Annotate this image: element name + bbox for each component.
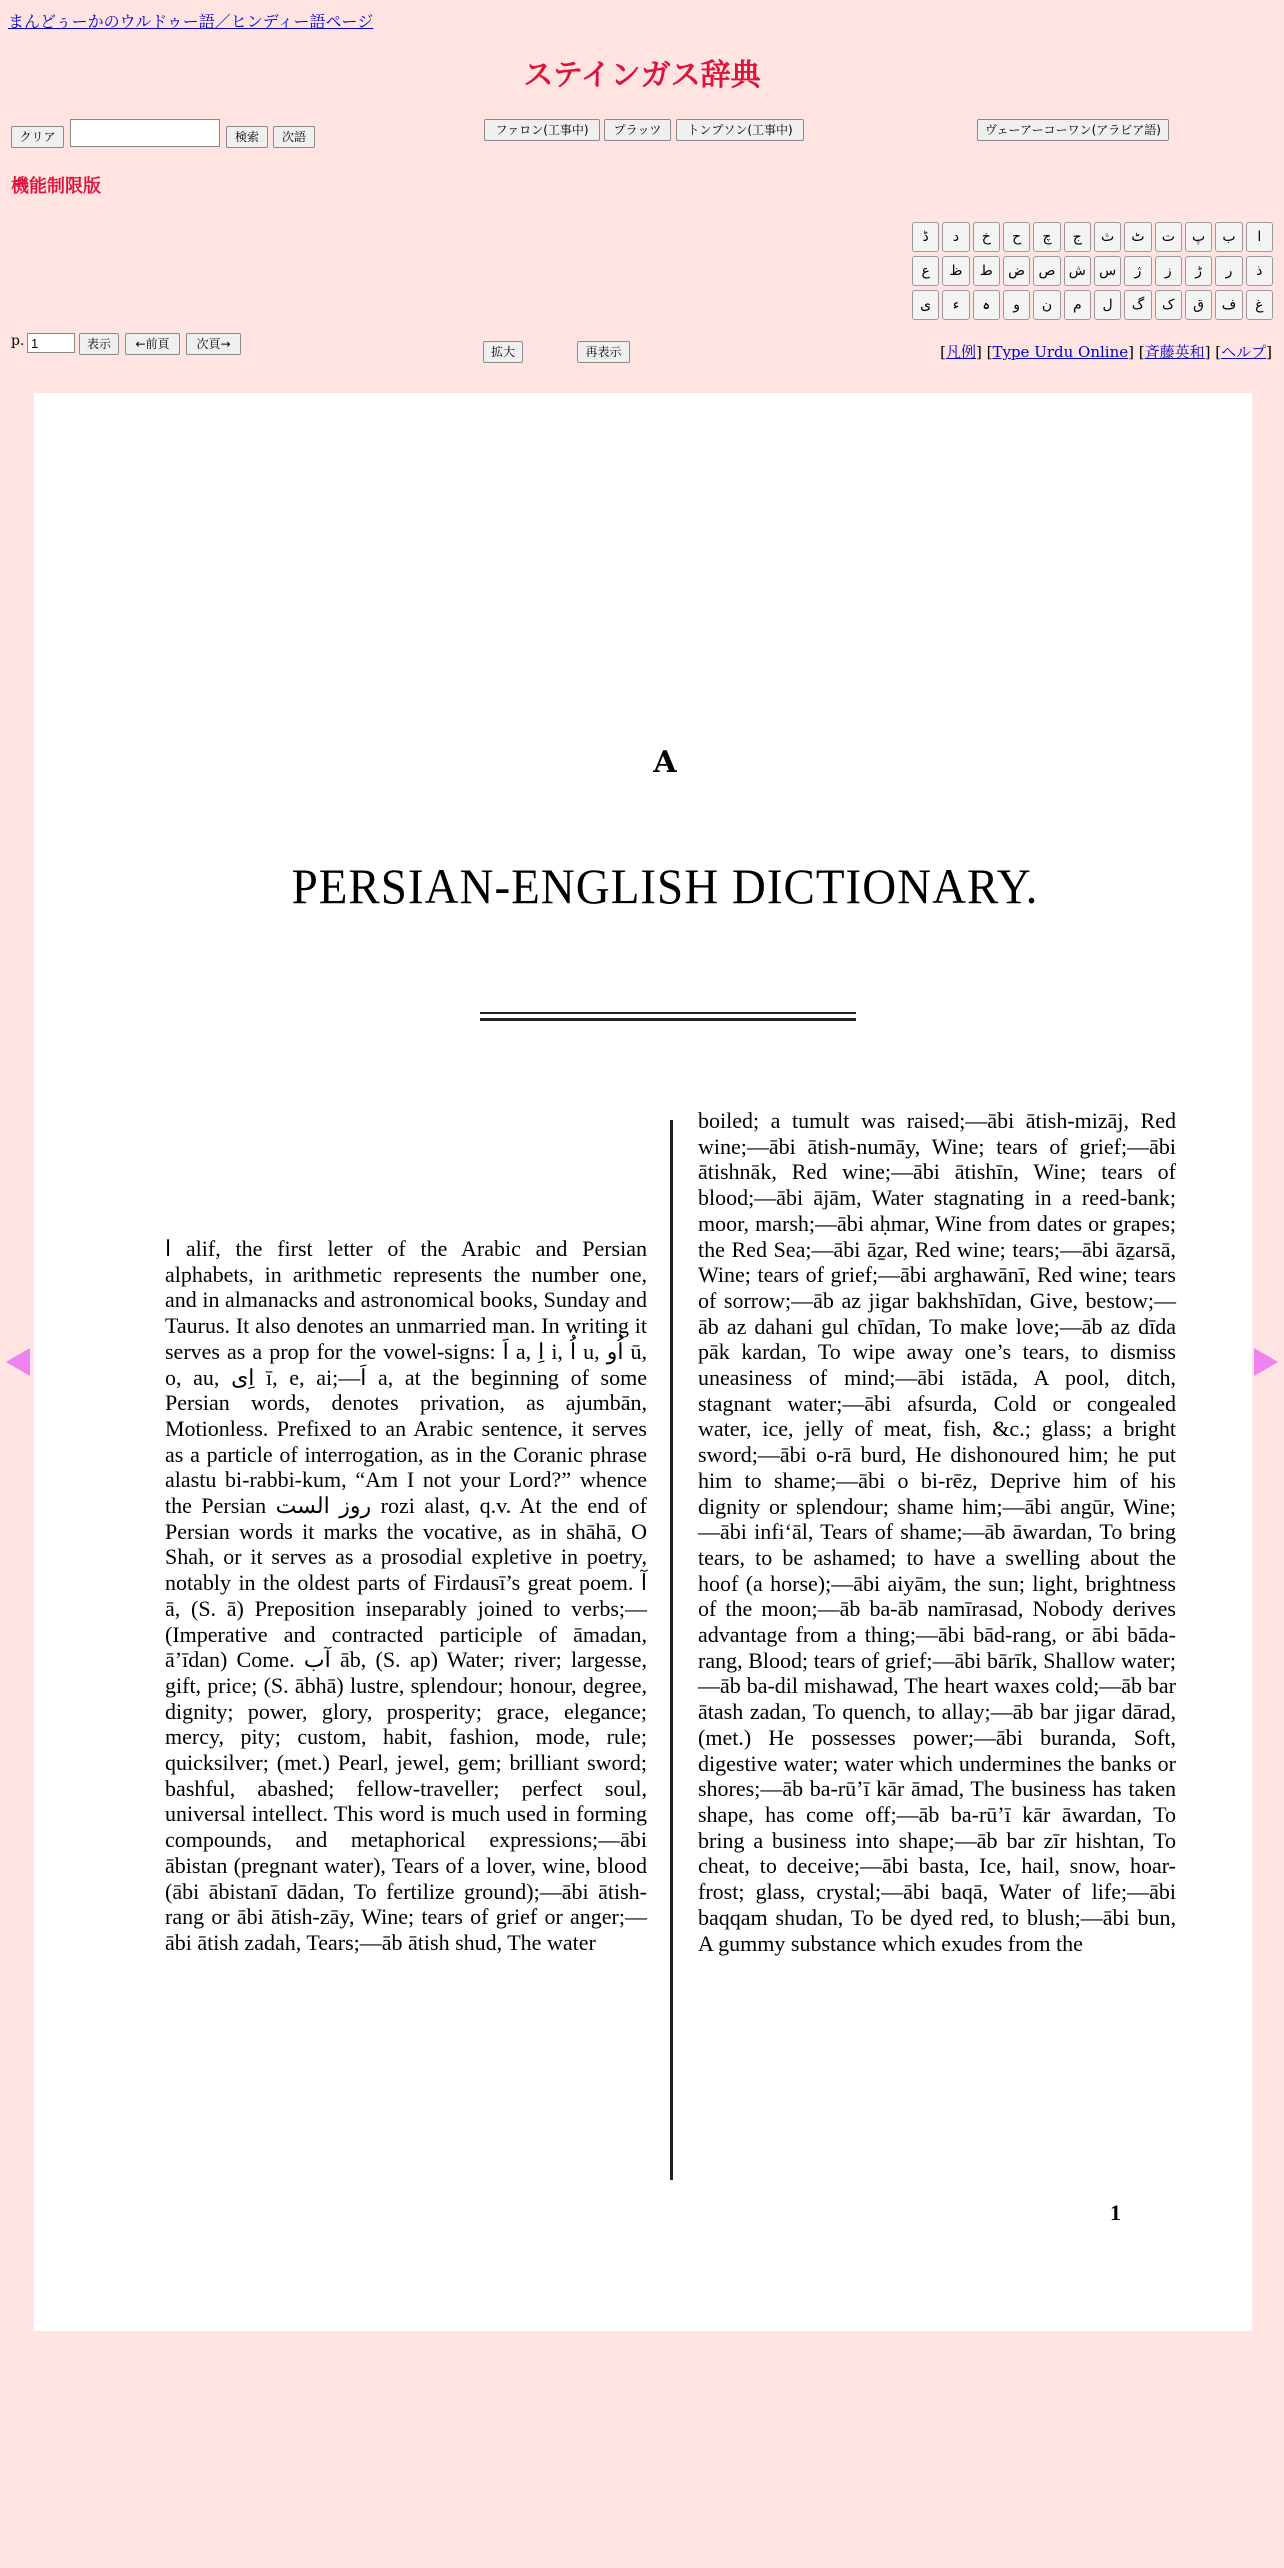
next-word-button[interactable]: 次語 xyxy=(273,126,315,148)
bracket: ] xyxy=(1266,343,1272,361)
key-sin[interactable]: س xyxy=(1094,256,1121,286)
thompson-dictionary-button[interactable]: トンプソン(工事中) xyxy=(676,119,804,141)
scan-left-column: ا alif, the first letter of the Arabic and Persian alphabets, in arithmetic represents the number one, and in almanacks and astronomical books, Sunday and Taurus. It also denotes an unmarried man. In writing it serves as a prop for the vowel-signs: اَ a, اِ i, اُ u, اُو ū, o, au, اِی ī, e, ai;—اَ a, at the beginning of some Persian words, denotes privation, as ajumbān, Motionless. Prefixed to an Arabic sentence, it serves as a particle of interrogation, as in the Coranic phrase alastu bi-rabbi-kum, “Am I not your Lord?” whence the Persian روز الست rozi alast, q.v. At the end of Persian words it marks the vocative, as in shāhā, O Shah, or it serves as a prosodial expletive in poetry, notably in the oldest parts of Firdausī’s great poem. آ ā, (S. ā) Preposition inseparably joined to verbs;—(Imperative and contracted participle of āmadan, ā’īdan) Come. آب āb, (S. ap) Water; river; largesse, gift, price; (S. ābhā) lustre, splendour; honour, degree, dignity; power, glory, prosperity; grace, elegance; mercy, pity; custom, habit, fashion, mode, rule; quicksilver; (met.) Pearl, jewel, gem; brilliant sword; bashful, abashed; fellow-traveller; perfect soul, universal intellect. This word is much used in forming compounds, and metaphorical expressions;—ābi ābistan (pregnant water), Tears of a lover, wine, blood (ābi ābistanī dādan, To fertilize ground);—ābi ātish-rang or ābi ātish-zāy, Wine; tears of grief or anger;—ābi ātish zadah, Tears;—āb ātish shud, The water xyxy=(165,1236,648,1955)
key-alif[interactable]: ا xyxy=(1246,222,1273,252)
scan-page-number: 1 xyxy=(1110,2200,1121,2225)
key-zhe[interactable]: ژ xyxy=(1124,256,1151,286)
bracket: ] [ xyxy=(1128,343,1145,361)
key-tte[interactable]: ٹ xyxy=(1124,222,1151,252)
keyboard-row xyxy=(912,290,1276,320)
page-number-input[interactable] xyxy=(27,333,75,353)
key-rre[interactable]: ڑ xyxy=(1185,256,1212,286)
previous-page-arrow-icon[interactable] xyxy=(6,1348,30,1376)
key-dal[interactable]: ڈ xyxy=(912,222,939,252)
scan-letter-heading: A xyxy=(653,745,677,780)
bracket: ] [ xyxy=(975,343,993,361)
key-jim[interactable]: ج xyxy=(1064,222,1091,252)
key-be[interactable]: ب xyxy=(1215,222,1242,252)
key-sad[interactable]: ص xyxy=(1033,256,1060,286)
keyboard-row xyxy=(912,256,1276,286)
key-ye[interactable]: ی xyxy=(912,290,939,320)
urdu-keyboard xyxy=(912,222,1276,324)
key-zad[interactable]: ض xyxy=(1003,256,1030,286)
key-ze[interactable]: ز xyxy=(1155,256,1182,286)
zoom-button[interactable]: 拡大 xyxy=(483,341,523,363)
key-se[interactable]: ث xyxy=(1094,222,1121,252)
page-number-label: p. xyxy=(11,333,25,349)
key-zoe[interactable]: ظ xyxy=(942,256,969,286)
key-fe[interactable]: ف xyxy=(1215,290,1242,320)
scan-divider-rule xyxy=(480,1012,856,1014)
limited-version-label: 機能制限版 xyxy=(11,176,101,197)
fallon-dictionary-button[interactable]: ファロン(工事中) xyxy=(484,119,600,141)
key-ain[interactable]: ع xyxy=(912,256,939,286)
key-qaf[interactable]: ق xyxy=(1185,290,1212,320)
key-ghain[interactable]: غ xyxy=(1246,290,1273,320)
help-links xyxy=(940,341,1272,362)
type-urdu-online-link[interactable]: Type Urdu Online xyxy=(992,343,1129,361)
show-page-button[interactable]: 表示 xyxy=(79,333,119,355)
keyboard-row xyxy=(912,222,1276,252)
key-kaf[interactable]: ک xyxy=(1155,290,1182,320)
scan-right-column: boiled; a tumult was raised;—ābi ātish-mizāj, Red wine;—ābi ātish-numāy, Wine; tears of grief;—ābi ātishnāk, Red wine;—ābi ātishīn, Wine; tears of blood;—ābi ājām, Water stagnating in a reed-bank; moor, marsh;—ābi aḥmar, Wine from dates or grapes; the Red Sea;—ābi āẕar, Red wine; tears;—ābi āẕarsā, Wine; tears of grief;—ābi arghawānī, Red wine; tears of sorrow;—āb az jigar bakhshīdan, Give, bestow;—āb az dahani gul chīdan, To make love;—āb az dīda pāk kardan, To wipe away one’s tears, to dismiss uneasiness of mind;—ābi istāda, A pool, ditch, stagnant water;—ābi afsurda, Cold or congealed water, ice, jelly of meat, fish, &c.; glass; a bright sword;—ābi o-rā burd, He dishonoured him; he put him to shame;—ābi o bi-rēz, Deprive him of his dignity or splendour; shame him;—ābi angūr, Wine;—ābi infi‘āl, Tears of shame;—āb āwardan, To bring tears, to be ashamed; to have a swelling about the hoof (a horse);—ābi aiyām, the sun; light, brightness of the moon;—āb ba-āb namīrasad, Nobody derives advantage from a thing;—ābi bād-rang, or ābi bāda-rang, Blood; tears of grief;—ābi bārīk, Shallow water;—āb ba-dil mishawad, The heart waxes cold;—āb bar ātash zadan, To quench, to allay;—āb bar jigar dārad, (met.) He possesses power;—ābi buranda, Soft, digestive water; water which undermines the banks or shores;—āb ba-rū’ī kār āmad, The business has taken shape, has come off;—āb ba-rū’ī kār āwardan, To bring a business into shape;—āb bar zīr hishtan, To cheat, to deceive;—ābi basta, Ice, hail, snow, hoar-frost; glass, crystal;—ābi baqā, Water of life;—ābi baqqam shudan, To be dyed red, to blush;—ābi bun, A gummy substance which exudes from the xyxy=(698,1108,1176,1956)
key-te[interactable]: ت xyxy=(1155,222,1182,252)
key-dhal-retroflex[interactable]: د xyxy=(942,222,969,252)
key-re[interactable]: ر xyxy=(1215,256,1242,286)
key-hay[interactable]: ح xyxy=(1003,222,1030,252)
key-mim[interactable]: م xyxy=(1064,290,1091,320)
arabic-dictionary-button[interactable]: ヴェーアーコーワン(アラビア語) xyxy=(977,119,1169,141)
clear-button[interactable]: クリア xyxy=(11,126,64,148)
saito-dictionary-link[interactable]: 斉藤英和 xyxy=(1144,343,1205,361)
key-che[interactable]: چ xyxy=(1033,222,1060,252)
search-input[interactable] xyxy=(70,119,220,147)
redisplay-button[interactable]: 再表示 xyxy=(577,341,630,363)
key-pe[interactable]: پ xyxy=(1185,222,1212,252)
key-zal[interactable]: ذ xyxy=(1246,256,1273,286)
key-nun[interactable]: ن xyxy=(1033,290,1060,320)
key-khe[interactable]: خ xyxy=(973,222,1000,252)
bracket: ] [ xyxy=(1204,343,1222,361)
prev-page-button[interactable]: ←前頁 xyxy=(125,333,180,355)
key-shin[interactable]: ش xyxy=(1064,256,1091,286)
key-lam[interactable]: ل xyxy=(1094,290,1121,320)
scan-column-separator xyxy=(670,1120,673,2180)
key-gaf[interactable]: گ xyxy=(1124,290,1151,320)
key-toe[interactable]: ط xyxy=(973,256,1000,286)
bracket: [ xyxy=(940,343,946,361)
urdu-hindi-home-link[interactable]: まんどぅーかのウルドゥー語／ヒンディー語ページ xyxy=(8,12,374,31)
legend-link[interactable]: 凡例 xyxy=(945,343,976,361)
key-hamza[interactable]: ء xyxy=(942,290,969,320)
next-page-button[interactable]: 次頁→ xyxy=(186,333,241,355)
page-title: ステインガス辞典 xyxy=(523,58,761,93)
search-button[interactable]: 検索 xyxy=(226,126,268,148)
platts-dictionary-button[interactable]: プラッツ xyxy=(604,119,671,141)
next-page-arrow-icon[interactable] xyxy=(1254,1348,1278,1376)
help-link[interactable]: ヘルプ xyxy=(1221,343,1267,361)
scan-dictionary-title: PERSIAN-ENGLISH DICTIONARY. xyxy=(291,859,1039,915)
key-he[interactable]: ہ xyxy=(973,290,1000,320)
scan-divider-rule xyxy=(480,1018,856,1021)
key-wao[interactable]: و xyxy=(1003,290,1030,320)
